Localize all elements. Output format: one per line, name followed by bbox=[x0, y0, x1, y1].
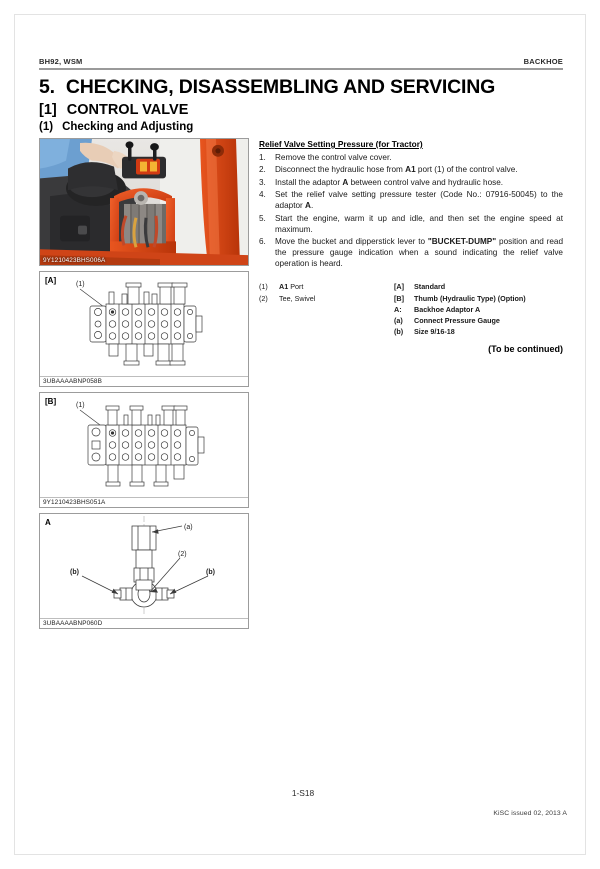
step-fragment: Move the bucket and dipperstick lever to bbox=[275, 237, 428, 247]
legend-item-letter bbox=[394, 281, 563, 292]
two-column-body bbox=[39, 138, 563, 634]
figure-photo-control-valve bbox=[39, 138, 249, 266]
header-rule bbox=[39, 68, 563, 70]
legend-item-letter bbox=[394, 293, 563, 304]
valve-stack-drawing-b bbox=[40, 393, 248, 497]
figure-backhoe-adaptor bbox=[39, 513, 249, 629]
step-emphasis: "BUCKET-DUMP" bbox=[427, 237, 497, 247]
legend-key: (1) bbox=[259, 282, 268, 292]
legend-value-plain: Tee, Swivel bbox=[279, 293, 316, 303]
legend-item-letter bbox=[394, 326, 563, 337]
legend-key: (b) bbox=[394, 326, 404, 336]
legend-item-letter bbox=[394, 304, 563, 315]
running-header-right: BACKHOE bbox=[523, 57, 563, 66]
legend-numbered-items bbox=[259, 281, 394, 337]
svg-text:(b): (b) bbox=[206, 569, 215, 576]
legend-lettered-items bbox=[394, 281, 563, 337]
legend-value: Backhoe Adaptor A bbox=[414, 304, 481, 314]
svg-text:(1): (1) bbox=[76, 281, 85, 288]
valve-stack-drawing-a bbox=[40, 272, 248, 376]
chapter-heading bbox=[39, 76, 563, 99]
figure-valve-standard bbox=[39, 271, 249, 387]
manual-page bbox=[14, 14, 586, 855]
step-fragment: Start the engine, warm it up and idle, and then set the engine speed at maximum. bbox=[275, 213, 563, 234]
figure-drawing-area-a bbox=[40, 272, 248, 376]
step-emphasis: A bbox=[305, 201, 311, 211]
svg-text:(b): (b) bbox=[70, 569, 79, 576]
svg-text:(1): (1) bbox=[76, 402, 85, 409]
section-number: [1] bbox=[39, 102, 57, 118]
chapter-number: 5. bbox=[39, 76, 55, 98]
subsection-number: (1) bbox=[39, 121, 54, 133]
procedure-title: Relief Valve Setting Pressure (for Tractor) bbox=[259, 139, 423, 149]
step-text bbox=[275, 190, 563, 212]
legend-value bbox=[279, 293, 394, 304]
step-fragment: port (1) of the control valve. bbox=[415, 165, 518, 175]
svg-text:(a): (a) bbox=[184, 524, 193, 531]
legend-block bbox=[259, 281, 563, 337]
page-number: 1-S18 bbox=[291, 788, 315, 798]
running-header-left: BH92, WSM bbox=[39, 57, 83, 66]
procedure-step bbox=[259, 153, 563, 164]
step-text bbox=[275, 178, 563, 189]
subsection-heading bbox=[39, 121, 563, 133]
legend-value-bold: A1 bbox=[279, 282, 289, 292]
step-number: 5. bbox=[259, 213, 266, 223]
figure-caption-adaptor: 3UBAAAABNP060D bbox=[40, 618, 248, 628]
panel-tag-adaptor: A bbox=[45, 518, 51, 527]
legend-value: Size 9/16-18 bbox=[414, 326, 455, 336]
photo-image bbox=[40, 139, 248, 265]
procedure-step bbox=[259, 214, 563, 236]
to-be-continued: (To be continued) bbox=[488, 344, 563, 355]
panel-tag-b: [B] bbox=[45, 397, 57, 406]
step-number: 3. bbox=[259, 177, 266, 187]
section-title: CONTROL VALVE bbox=[66, 102, 189, 118]
step-number: 6. bbox=[259, 237, 266, 247]
procedure-step bbox=[259, 165, 563, 176]
step-fragment: Remove the control valve cover. bbox=[275, 153, 392, 162]
legend-value: Thumb (Hydraulic Type) (Option) bbox=[414, 293, 526, 303]
procedure-step bbox=[259, 237, 563, 270]
figure-caption-valve-standard: 3UBAAAABNP058B bbox=[40, 376, 248, 386]
legend-key: [B] bbox=[394, 293, 404, 303]
legend-key: [A] bbox=[394, 282, 404, 292]
step-fragment: Install the adaptor bbox=[275, 177, 343, 187]
panel-tag-a: [A] bbox=[45, 276, 57, 285]
legend-key: A: bbox=[394, 304, 402, 314]
figure-drawing-area-adaptor bbox=[40, 514, 248, 618]
legend-item-number bbox=[259, 281, 394, 292]
figure-caption-valve-thumb: 9Y1210423BHS051A bbox=[40, 497, 248, 507]
chapter-title: CHECKING, DISASSEMBLING AND SERVICING bbox=[65, 76, 496, 98]
step-number: 2. bbox=[259, 165, 266, 175]
procedure-step bbox=[259, 190, 563, 212]
legend-value: Connect Pressure Gauge bbox=[414, 315, 500, 325]
figure-column bbox=[39, 138, 249, 634]
step-emphasis: A bbox=[342, 177, 349, 187]
legend-value-plain: Port bbox=[288, 282, 304, 292]
step-text bbox=[275, 165, 563, 176]
step-text bbox=[275, 214, 563, 236]
step-number: 4. bbox=[259, 190, 266, 200]
step-number: 1. bbox=[259, 153, 266, 162]
page-footer bbox=[39, 788, 567, 828]
step-text bbox=[275, 237, 563, 270]
legend-item-number bbox=[259, 293, 394, 304]
step-emphasis: A1 bbox=[405, 165, 416, 175]
page-content bbox=[39, 57, 563, 634]
legend-value: Standard bbox=[414, 282, 446, 292]
procedure-step bbox=[259, 178, 563, 189]
step-fragment: position and read the pressure gauge indication when a sound indicating the relief valve operation is heard. bbox=[275, 237, 563, 269]
subsection-title: Checking and Adjusting bbox=[62, 121, 194, 133]
adaptor-drawing bbox=[40, 514, 248, 618]
figure-caption-photo: 9Y1210423BHS006A bbox=[43, 257, 106, 264]
svg-text:(2): (2) bbox=[178, 551, 187, 558]
figure-valve-thumb-option bbox=[39, 392, 249, 508]
step-fragment: Disconnect the hydraulic hose from bbox=[275, 165, 406, 175]
figure-drawing-area-b bbox=[40, 393, 248, 497]
step-fragment: . bbox=[310, 201, 314, 211]
step-fragment: between control valve and hydraulic hose. bbox=[348, 177, 504, 187]
text-column bbox=[259, 138, 563, 634]
procedure-steps bbox=[259, 153, 563, 270]
legend-key: (a) bbox=[394, 315, 403, 325]
legend-item-letter bbox=[394, 315, 563, 326]
issue-stamp: KiSC issued 02, 2013 A bbox=[493, 810, 567, 817]
running-header bbox=[39, 57, 563, 68]
legend-value bbox=[279, 281, 394, 292]
legend-key: (2) bbox=[259, 293, 268, 303]
step-text bbox=[275, 153, 563, 164]
step-fragment: Set the relief valve setting pressure tester (Code No.: 07916-50045) to the adaptor bbox=[275, 190, 563, 211]
section-heading bbox=[39, 102, 563, 118]
